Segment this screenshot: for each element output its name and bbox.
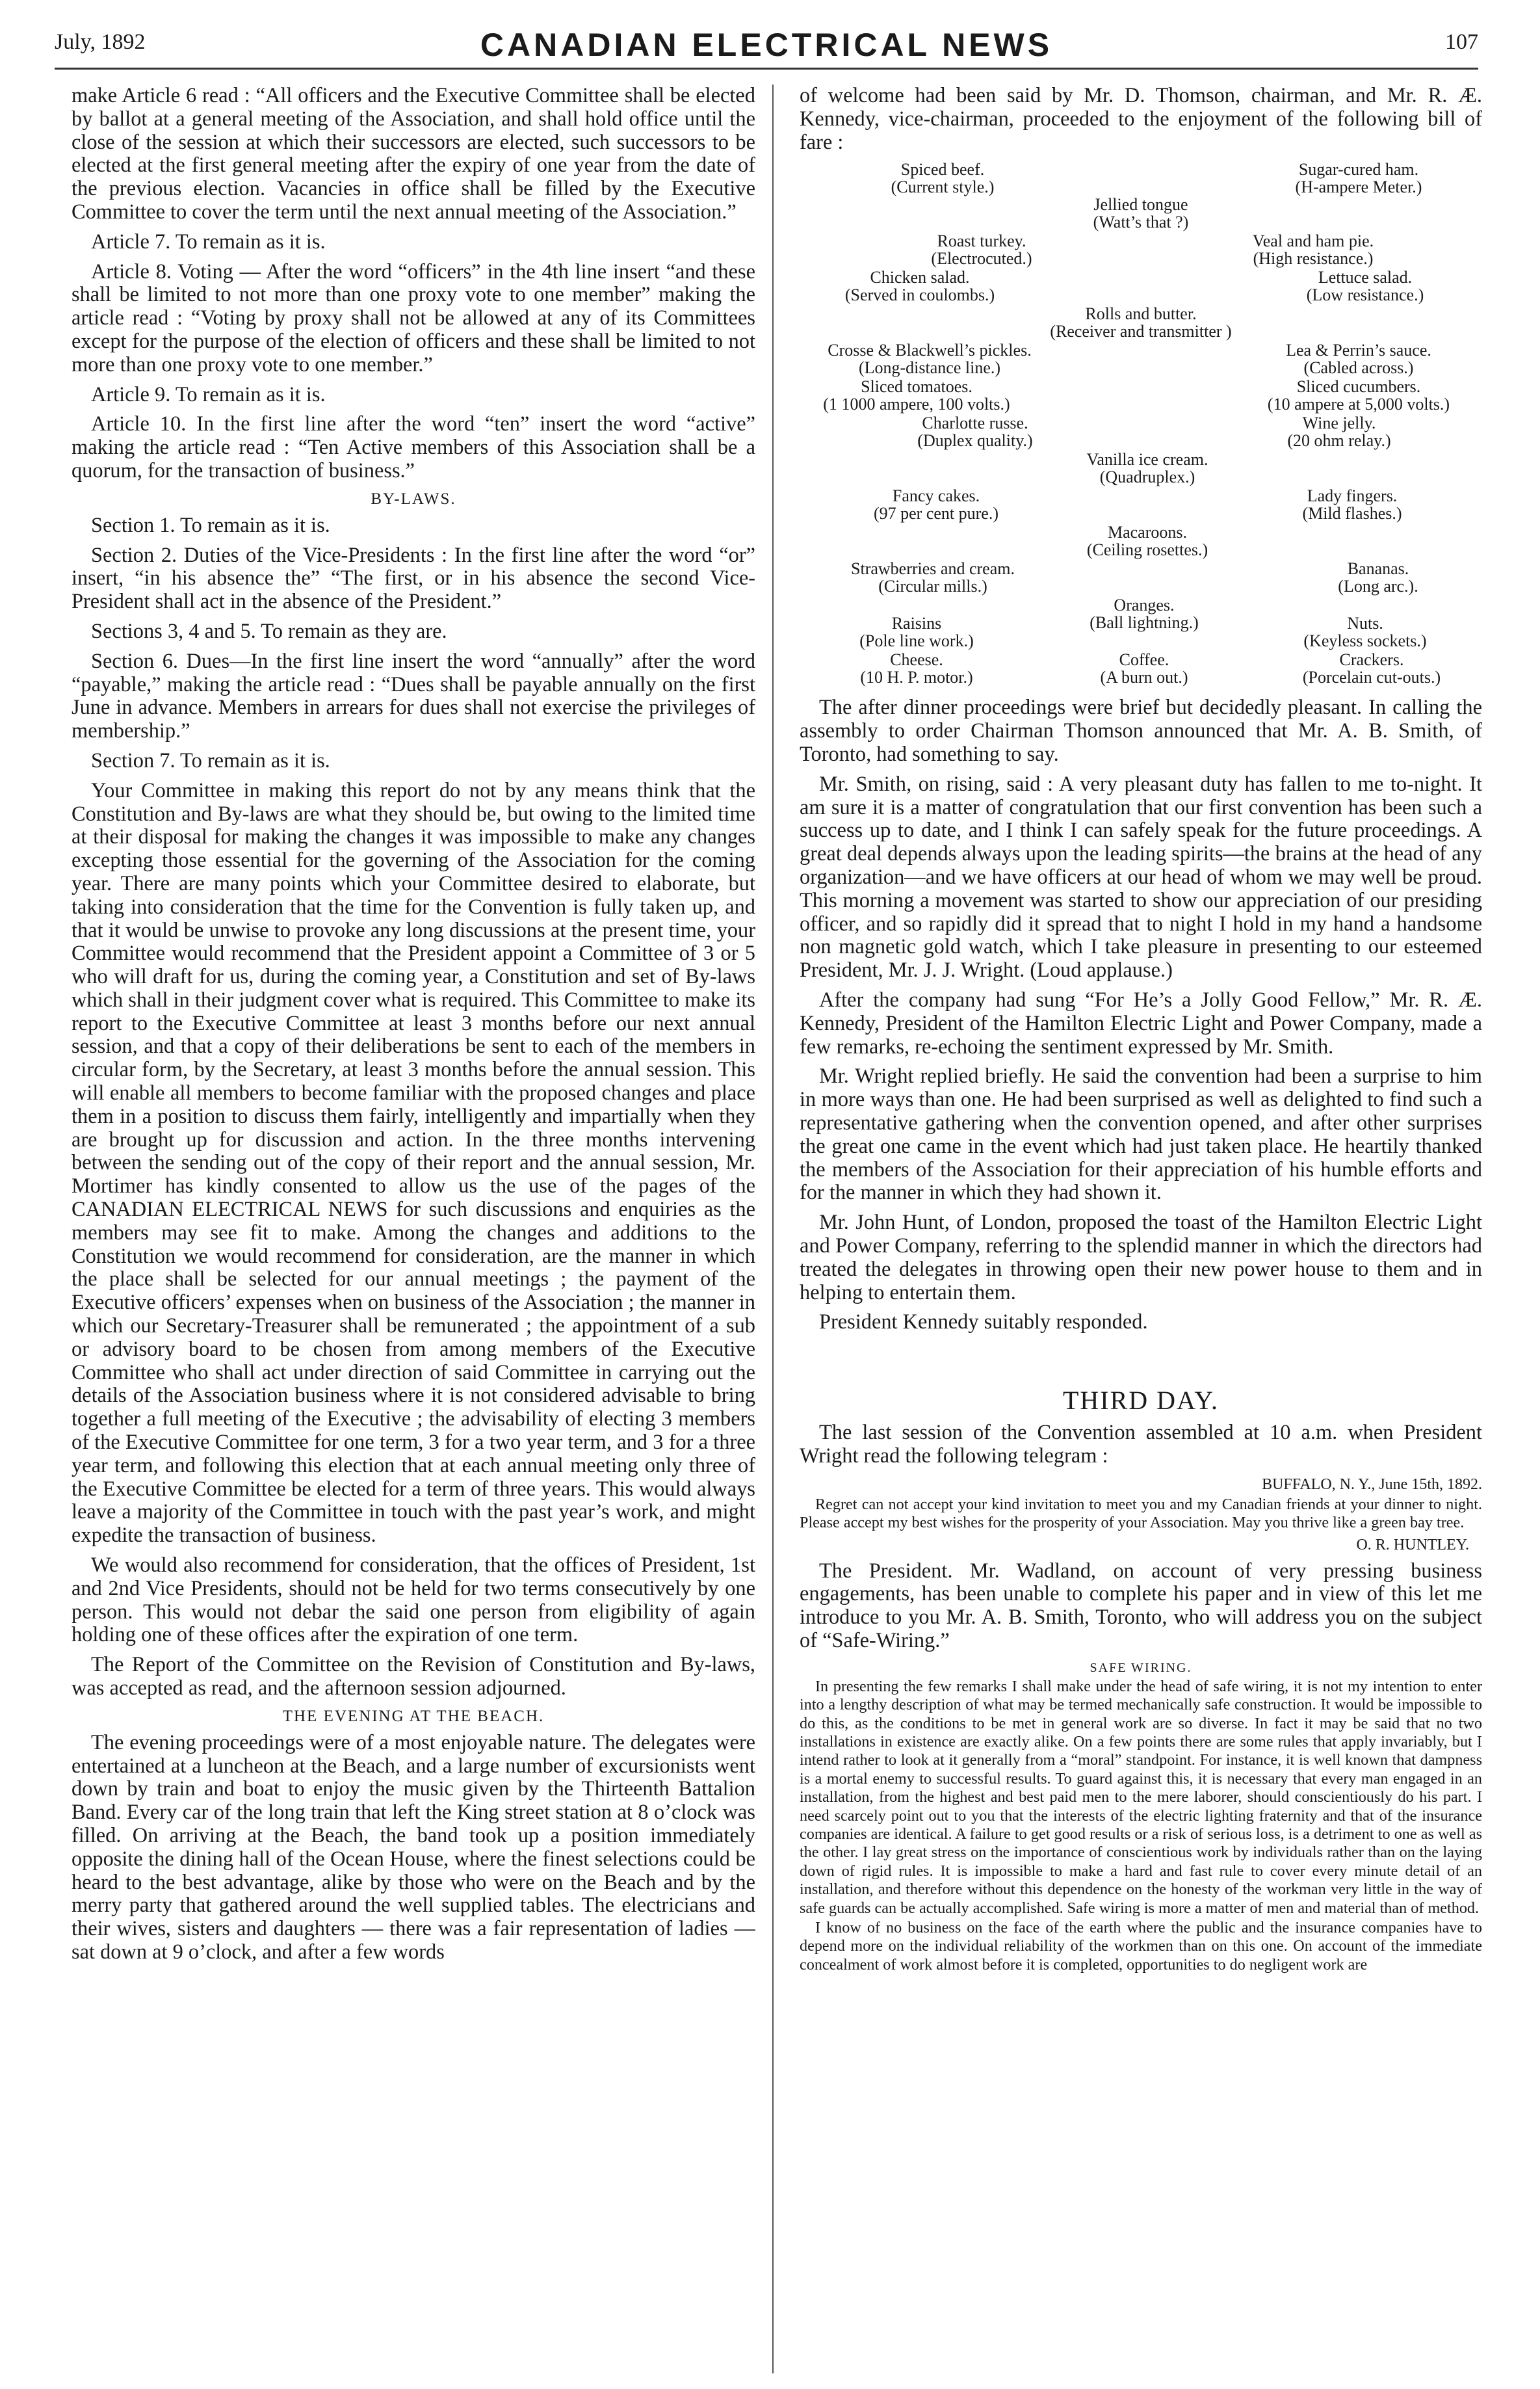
issue-date: July, 1892 — [55, 30, 146, 54]
menu-item-pun: (97 per cent pure.) — [873, 504, 999, 523]
menu-item-pun: (10 H. P. motor.) — [860, 668, 973, 687]
menu-item — [813, 560, 1053, 595]
menu-item — [1255, 487, 1450, 522]
menu-item-name: Rolls and butter. — [1085, 304, 1197, 324]
menu-item-pun: (Mild flashes.) — [1302, 504, 1402, 523]
menu-item-name: Spiced beef. — [900, 160, 985, 179]
welcome-paragraph: of welcome had been said by Mr. D. Thomson, chairman, and Mr. R. Æ. Kennedy, vice-chairman, proceeded to the enjoyment of the following bill of fare : — [800, 85, 1482, 154]
report-accepted-paragraph: The Report of the Committee on the Revision of Constitution and By-laws, was accepted as read, and the afternoon session adjourned. — [72, 1653, 755, 1700]
telegram-signature: O. R. HUNTLEY. — [1356, 1536, 1469, 1553]
menu-item-pun: (Keyless sockets.) — [1303, 631, 1427, 651]
menu-item — [1242, 378, 1476, 413]
menu-item-pun: (Pole line work.) — [859, 631, 974, 651]
committee-report-paragraph: Your Committee in making this report do not by any means think that the Constitution and By-laws are what they should be, but owing to the limited time at their disposal for making the changes it was impossible to make any changes excepting those essential for the governing of the Association for the coming year. There are many points which your Committee desired to elaborate, but taking into consideration that the time for the Convention is fully taken up, and that it would be unwise to provoke any long discussions at the present time, your Committee would recommend that the President appoint a Committee of 3 or 5 who will draft for us, during the coming year, a Constitution and set of By-laws which shall in their judgment cover what is required. This Committee to make its report to the Executive Committee at least 3 months before our next annual session, and that a copy of their deliberations be sent to each of the members in circular form, by the Secretary, at least 3 months before the annual session. This will enable all members to become familiar with the proposed changes and place them in a position to discuss them fairly, intelligently and impartially when they are brought up for discussion and action. In the three months intervening between the sending out of the copy of their report and the annual session, Mr. Mortimer has kindly consented to allow us the use of the pages of the CANADIAN ELECTRICAL NEWS for such discussions and enquiries as the members may see fit to make. Among the changes and additions to the Constitution we would recommend for consideration, are the manner in which the place shall be selected for our annual meetings ; the payment of the Executive officers’ expenses when on business of the Association ; the manner in which our Secretary-Treasurer shall be remunerated ; the appointment of a sub or advisory board to be chosen from among members of the Executive Committee who shall act under direction of said Committee in carrying out the details of the Association business where it is not considered advisable to bring together a full meeting of the Executive ; the advisability of electing 3 members of the Executive Committee for one term, 3 for a two year term, and 3 for a three year term, and following this election that at each annual meeting only three of the Executive Committee be elected for a term of three years. This would always leave a majority of the Committee in touch with the past year’s work, and might expedite the transaction of business. — [72, 778, 755, 1548]
kennedy-response-paragraph: President Kennedy suitably responded. — [819, 1310, 1148, 1334]
article-6-text: make Article 6 read : “All officers and the Executive Committee shall be elected by ballot at a general meeting of the Association, and shall hold office until the close of the session at which their successors are elected, such successors to be elected at the first general meeting after the expiry of one year from the date of the previous election. Vacancies in office shall be filled by the Executive Committee to cover the term until the next annual meeting of the Association.” — [72, 85, 755, 224]
menu-item — [1248, 414, 1430, 449]
menu-item-name: Veal and ham pie. — [1252, 231, 1374, 251]
menu-item-pun: (H-ampere Meter.) — [1295, 178, 1422, 197]
bylaw-section-6: Section 6. Dues—In the first line insert the word “annually” after the word “payable,” making the article read : “Dues shall be payable annually on the first June in advance. Members in arrears for dues shall not exercise the privileges of membership.” — [72, 649, 755, 743]
menu-item — [1014, 305, 1268, 340]
menu-item-pun: (Receiver and transmitter ) — [1050, 322, 1232, 341]
menu-item-name: Roast turkey. — [937, 231, 1026, 251]
menu-item-name: Bananas. — [1347, 559, 1409, 579]
consecutive-terms-paragraph: We would also recommend for consideration, that the offices of President, 1st and 2nd Vice Presidents, should not be held for two terms consecutively by one person. This would not debar the said one person from eligibility of again holding one of these offices after the expiration of one term. — [72, 1553, 755, 1647]
menu-item-name: Sliced cucumbers. — [1296, 377, 1421, 397]
safe-wiring-paragraph: I know of no business on the face of the earth where the public and the insurance companies have to depend more on the individual reliability of the workmen than on this one. On account of the immediate concealment of work almost before it is completed, opportunities to do negligent work are — [800, 1918, 1482, 1973]
menu-item-name: Lettuce salad. — [1318, 268, 1413, 287]
menu-item-pun: (Electrocuted.) — [931, 249, 1032, 269]
jolly-good-fellow-paragraph: After the company had sung “For He’s a Jolly Good Fellow,” Mr. R. Æ. Kennedy, President of the Hamilton Electric Light and Power Company, made a few remarks, re-echoing the sentiment expressed by Mr. Smith. — [800, 988, 1482, 1059]
menu-item-name: Wine jelly. — [1302, 414, 1376, 433]
safe-wiring-paragraph: In presenting the few remarks I shall make under the head of safe wiring, it is not my intention to enter into a lengthy description of what may be termed mechanically safe construction. It would be impossible to do this, as the conditions to be met in general work are so diverse. In fact it may be said that no two installations in existence are exactly alike. On a few points there are some rules that apply invariably, but I intend rather to look at it generally from a “moral” standpoint. For instance, it is well known that dampness is a mortal enemy to successful results. To guard against this, it is necessary that every man engaged in an installation, from the highest and best paid men to the mere laborer, should conscientiously do his part. I need scarcely point out to you that the interests of the electric lighting fraternity and that of the insurance companies are identical. A failure to get good results or a risk of serious loss, is a detriment to one as well as the other. I lay great stress on the importance of conscientious work by individuals rather than on the laying down of rigid rules. It is impossible to make a hard and fast rule to cover every minute detail of an installation, and therefore without this dependence on the honesty of the workman very little in the way of safe guards can be actually accomplished. Safe wiring is more a matter of men and material than of method. — [800, 1677, 1482, 1917]
menu-item-pun: (Duplex quality.) — [917, 431, 1033, 451]
menu-item-name: Macaroons. — [1107, 523, 1187, 542]
menu-item-pun: (High resistance.) — [1253, 249, 1374, 269]
running-head — [55, 26, 1478, 65]
menu-item-name: Lea & Perrin’s sauce. — [1286, 341, 1431, 360]
menu-item-name: Lady fingers. — [1307, 486, 1398, 506]
menu-item — [1255, 161, 1463, 196]
right-column — [800, 85, 1482, 2380]
menu-item — [1268, 269, 1463, 304]
menu-item-name: Strawberries and cream. — [851, 559, 1015, 579]
president-introduction-paragraph: The President. Mr. Wadland, on account of very pressing business engagements, has been unable to complete his paper and in view of this let me introduce to you Mr. A. B. Smith, Toronto, who will address you on the subject of “Safe-Wiring.” — [800, 1559, 1482, 1652]
menu-item-name: Oranges. — [1114, 596, 1175, 615]
menu-item — [1043, 451, 1251, 486]
menu-item-pun: (Served in coulombs.) — [844, 285, 995, 305]
menu-item-pun: (Watt’s that ?) — [1093, 213, 1189, 232]
menu-item — [1268, 651, 1476, 686]
menu-item-name: Vanilla ice cream. — [1086, 450, 1208, 469]
wright-reply-paragraph: Mr. Wright replied briefly. He said the convention had been a surprise to him in more ways than one. He had been surprised as well as delighted to find such a representative gathering when the convention opened, and after other surprises the great one came in the event which had just taken place. He heartily thanked the members of the Association for their appreciation of his humble efforts and for the manner in which they had shown it. — [800, 1064, 1482, 1205]
bylaw-section-7: Section 7. To remain as it is. — [91, 748, 330, 772]
menu-item-pun: (Circular mills.) — [878, 577, 987, 596]
menu-item-name: Sliced tomatoes. — [861, 377, 972, 397]
menu-item-pun: (A burn out.) — [1100, 668, 1188, 687]
menu-item-name: Crosse & Blackwell’s pickles. — [828, 341, 1032, 360]
bylaw-sections-3-5: Sections 3, 4 and 5. To remain as they are. — [91, 619, 447, 643]
menu-item-pun: (Ball lightning.) — [1090, 613, 1199, 633]
menu-item-name: Cheese. — [890, 650, 943, 670]
menu-item-pun: (Ceiling rosettes.) — [1086, 540, 1208, 560]
menu-item-pun: (Porcelain cut-outs.) — [1302, 668, 1441, 687]
menu-item-name: Jellied tongue — [1093, 195, 1188, 215]
telegram-body: Regret can not accept your kind invitation to meet you and my Canadian friends at your dinner to night. Please accept my best wishes for the prosperity of your Association. May you thrive like a green bay tree. — [800, 1495, 1482, 1532]
menu-item — [1043, 523, 1251, 559]
menu-item — [839, 487, 1034, 522]
menu-item-pun: (10 ampere at 5,000 volts.) — [1267, 395, 1450, 414]
menu-item — [819, 614, 1014, 650]
menu-item — [1255, 341, 1463, 376]
article-8-text: Article 8. Voting — After the word “officers” in the 4th line insert “and these shall be limited to not more than one proxy vote to one member” making the article read : “Voting by proxy shall not be allowed at any of its Committees except for the purpose of the election of officers and these shall be limited to not more than one proxy vote to one member.” — [72, 259, 755, 376]
menu-item — [1053, 651, 1235, 686]
menu-item-name: Coffee. — [1119, 650, 1169, 670]
menu-item — [813, 269, 1027, 304]
menu-item — [819, 651, 1014, 686]
bylaws-heading: BY-LAWS. — [371, 490, 456, 508]
header-rule — [55, 68, 1478, 70]
menu-item — [884, 232, 1079, 267]
menu-item-name: Nuts. — [1347, 614, 1383, 633]
menu-item-name: Fancy cakes. — [892, 486, 980, 506]
column-divider — [772, 85, 774, 2373]
article-9-text: Article 9. To remain as it is. — [91, 382, 326, 406]
menu-item — [1043, 196, 1238, 231]
menu-item — [1047, 596, 1242, 631]
bill-of-fare — [800, 161, 1482, 687]
menu-item — [878, 414, 1073, 449]
menu-item-pun: (1 1000 ampere, 100 volts.) — [823, 395, 1010, 414]
article-7-text: Article 7. To remain as it is. — [91, 230, 326, 254]
menu-item — [813, 341, 1047, 376]
menu-item-pun: (Low resistance.) — [1306, 285, 1424, 305]
menu-item-name: Crackers. — [1339, 650, 1404, 670]
bylaw-section-1: Section 1. To remain as it is. — [91, 513, 330, 537]
telegram-dateline: BUFFALO, N. Y., June 15th, 1892. — [1262, 1475, 1482, 1493]
menu-item — [800, 378, 1034, 413]
smith-speech-paragraph: Mr. Smith, on rising, said : A very pleasant duty has fallen to me to-night. It am sure it is a matter of congratulation that our first convention has been such a success up to date, and I think I can safely speak for the future proceedings. A great deal depends always upon the leading spirits—the brains at the head of any organization—and we have officers at our head of whom we may well be proud. This morning a movement was started to show our appreciation of our presiding officer, and so rapidly did it spread that to night I hold in my hand a handsome non magnetic gold watch, which I take pleasure in presenting to our esteemed President, Mr. J. J. Wright. (Loud applause.) — [800, 772, 1482, 983]
menu-item-name: Sugar-cured ham. — [1298, 160, 1419, 179]
hunt-toast-paragraph: Mr. John Hunt, of London, proposed the toast of the Hamilton Electric Light and Power Company, referring to the splendid manner in which the directors had treated the delegates in throwing open their new power house to them and in helping to entertain them. — [800, 1211, 1482, 1304]
beach-paragraph: The evening proceedings were of a most enjoyable nature. The delegates were entertained at a luncheon at the Beach, and a large number of excursionists went down by train and boat to enjoy the music given by the Thirteenth Battalion Band. Every car of the long train that left the King street station at 8 o’clock was filled. On arriving at the Beach, the band took up a position immediately opposite the dining hall of the Ocean House, where the finest selections could be heard to the best advantage, alike by those who were on the Beach and by the merry party that gathered around the well supplied tables. The electricians and their wives, sisters and daughters — there was a fair representation of ladies — sat down at 9 o’clock, and after a few words — [72, 1730, 755, 1964]
page-number: 107 — [1445, 30, 1478, 54]
menu-item — [1268, 614, 1463, 650]
bylaw-section-2: Section 2. Duties of the Vice-Presidents : In the first line after the word “or” insert, “in his absence the” “The first, or in his absence the second Vice-President shall act in the absence of the President.” — [72, 543, 755, 614]
menu-item — [1209, 232, 1417, 267]
safe-wiring-heading: SAFE WIRING. — [1090, 1660, 1192, 1675]
menu-item-name: Raisins — [891, 614, 942, 633]
article-10-text: Article 10. In the first line after the word “ten” insert the word “active” making the article read : “Ten Active members of this Association shall be a quorum, for the transaction of business.” — [72, 412, 755, 482]
left-column — [72, 85, 755, 2380]
menu-item — [845, 161, 1040, 196]
menu-item-name: Chicken salad. — [870, 268, 970, 287]
third-day-paragraph: The last session of the Convention assembled at 10 a.m. when President Wright read the following telegram : — [800, 1421, 1482, 1468]
menu-item-pun: (20 ohm relay.) — [1287, 431, 1391, 451]
menu-item-pun: (Long arc.). — [1338, 577, 1418, 596]
menu-item-pun: (Current style.) — [891, 178, 995, 197]
menu-item-pun: (Long-distance line.) — [858, 358, 1001, 378]
menu-item — [1294, 560, 1463, 595]
third-day-heading: THIRD DAY. — [1062, 1386, 1220, 1416]
after-dinner-paragraph: The after dinner proceedings were brief but decidedly pleasant. In calling the assembly to order Chairman Thomson announced that Mr. A. B. Smith, of Toronto, had something to say. — [800, 696, 1482, 766]
menu-item-pun: (Cabled across.) — [1303, 358, 1414, 378]
menu-item-pun: (Quadruplex.) — [1099, 468, 1195, 487]
menu-item-name: Charlotte russe. — [922, 414, 1028, 433]
beach-heading: THE EVENING AT THE BEACH. — [282, 1707, 545, 1725]
publication-title: CANADIAN ELECTRICAL NEWS — [480, 27, 1053, 63]
